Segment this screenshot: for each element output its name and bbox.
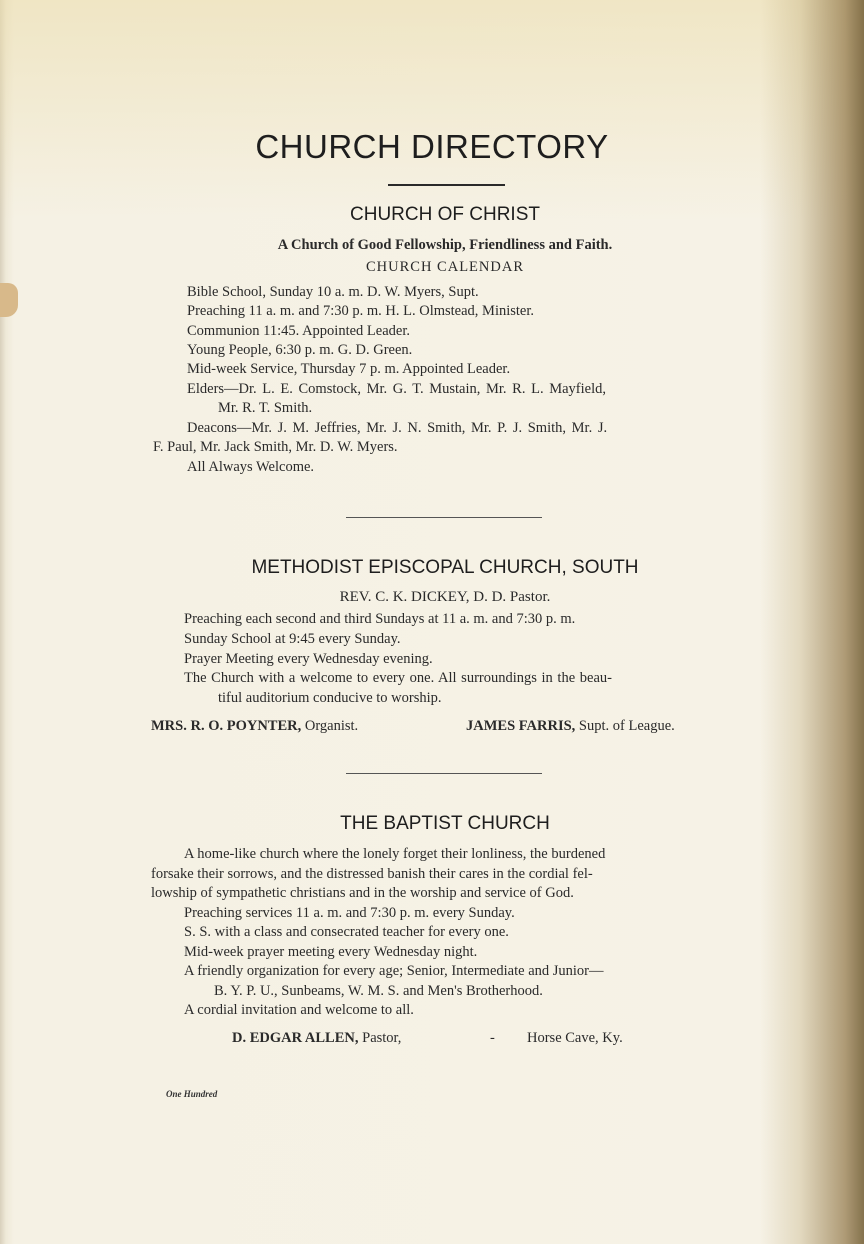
- baptist-intro-line: forsake their sorrows, and the distressed banish their cares in the cordial fel-: [151, 866, 593, 882]
- methodist-line: The Church with a welcome to every one. All surroundings in the beau-: [184, 670, 612, 686]
- calendar-line: Mid-week Service, Thursday 7 p. m. Appointed Leader.: [187, 361, 511, 377]
- baptist-line: B. Y. P. U., Sunbeams, W. M. S. and Men's Brotherhood.: [214, 983, 543, 999]
- page-folio: One Hundred: [166, 1089, 218, 1099]
- baptist-line: A cordial invitation and welcome to all.: [184, 1002, 414, 1018]
- calendar-line: Bible School, Sunday 10 a. m. D. W. Myers, Supt.: [187, 284, 479, 300]
- league-staff-line: [466, 718, 675, 735]
- baptist-location: Horse Cave, Ky.: [527, 1030, 623, 1046]
- church-of-christ-heading: CHURCH OF CHRIST: [350, 204, 540, 225]
- baptist-pastor-role: Pastor,: [362, 1030, 402, 1046]
- methodist-pastor: REV. C. K. DICKEY, D. D. Pastor.: [339, 589, 551, 605]
- section-divider: [346, 517, 542, 518]
- league-supt-name: JAMES FARRIS,: [466, 718, 576, 734]
- baptist-intro-line: lowship of sympathetic christians and in the worship and service of God.: [151, 885, 574, 901]
- church-calendar-subheading: CHURCH CALENDAR: [366, 259, 524, 275]
- baptist-line: Preaching services 11 a. m. and 7:30 p. m. every Sunday.: [184, 905, 515, 921]
- deacons-line: Deacons—Mr. J. M. Jeffries, Mr. J. N. Smith, Mr. P. J. Smith, Mr. J.: [187, 420, 608, 436]
- baptist-heading: THE BAPTIST CHURCH: [340, 813, 550, 834]
- calendar-line: Communion 11:45. Appointed Leader.: [187, 323, 410, 339]
- pastor-separator: -: [490, 1030, 495, 1046]
- baptist-line: A friendly organization for every age; Senior, Intermediate and Junior—: [184, 963, 604, 979]
- methodist-line: Preaching each second and third Sundays at 11 a. m. and 7:30 p. m.: [184, 611, 576, 627]
- calendar-line: Young People, 6:30 p. m. G. D. Green.: [187, 342, 413, 358]
- page-title: CHURCH DIRECTORY: [255, 128, 609, 165]
- organist-name: MRS. R. O. POYNTER,: [151, 718, 302, 734]
- methodist-line: tiful auditorium conducive to worship.: [218, 690, 442, 706]
- church-of-christ-tagline: A Church of Good Fellowship, Friendliness and Faith.: [277, 237, 613, 253]
- organist-role: Organist.: [304, 718, 359, 734]
- baptist-pastor-name: D. EDGAR ALLEN,: [232, 1030, 359, 1046]
- methodist-heading: METHODIST EPISCOPAL CHURCH, SOUTH: [251, 557, 639, 578]
- baptist-line: Mid-week prayer meeting every Wednesday night.: [184, 944, 478, 960]
- calendar-line: Preaching 11 a. m. and 7:30 p. m. H. L. Olmstead, Minister.: [187, 303, 535, 319]
- page-tab-mark: [0, 283, 18, 317]
- baptist-line: S. S. with a class and consecrated teacher for every one.: [184, 924, 509, 940]
- methodist-staff-line: [151, 718, 358, 735]
- section-divider: [346, 773, 542, 774]
- elders-line: Mr. R. T. Smith.: [218, 400, 313, 416]
- baptist-intro-line: A home-like church where the lonely forget their lonliness, the burdened: [184, 846, 606, 862]
- deacons-line: F. Paul, Mr. Jack Smith, Mr. D. W. Myers.: [153, 439, 398, 455]
- methodist-line: Sunday School at 9:45 every Sunday.: [184, 631, 401, 647]
- league-supt-role: Supt. of League.: [578, 718, 675, 734]
- title-rule: [388, 184, 505, 186]
- welcome-line: All Always Welcome.: [187, 459, 315, 475]
- methodist-line: Prayer Meeting every Wednesday evening.: [184, 651, 433, 667]
- baptist-pastor-line: [232, 1030, 401, 1047]
- elders-line: Elders—Dr. L. E. Comstock, Mr. G. T. Mustain, Mr. R. L. Mayfield,: [187, 381, 606, 397]
